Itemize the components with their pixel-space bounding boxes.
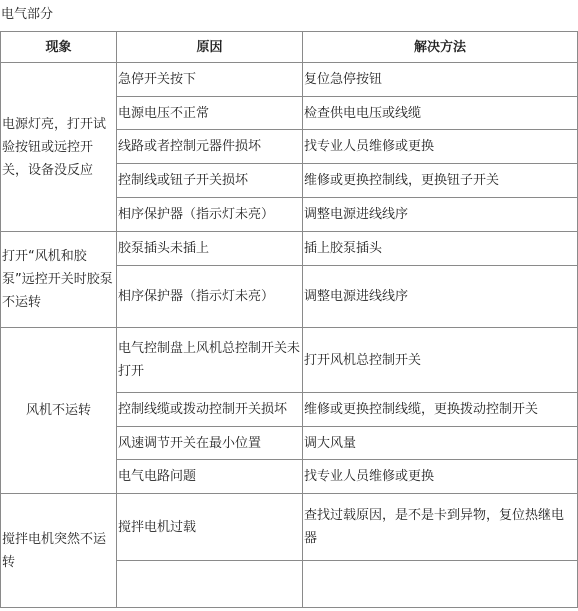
cause-cell: 急停开关按下: [117, 63, 303, 97]
solution-cell: 找专业人员维修或更换: [303, 130, 578, 164]
solution-cell: 找专业人员维修或更换: [303, 460, 578, 494]
solution-cell: 打开风机总控制开关: [303, 328, 578, 393]
table-row: [1, 328, 578, 393]
cause-cell: 电源电压不正常: [117, 97, 303, 130]
phenomenon-cell: 打开“风机和胶泵”远控开关时胶泵不运转: [1, 232, 117, 328]
table-row: [1, 494, 578, 561]
phenomenon-cell: 风机不运转: [1, 328, 117, 494]
phenomenon-cell: 搅拌电机突然不运转: [1, 494, 117, 608]
solution-cell: 调大风量: [303, 427, 578, 460]
solution-cell: 调整电源进线线序: [303, 266, 578, 328]
cause-cell: 电气控制盘上风机总控制开关未打开: [117, 328, 303, 393]
solution-cell: [303, 561, 578, 608]
cause-cell: 胶泵插头未插上: [117, 232, 303, 266]
phenomenon-cell: 电源灯亮，打开试验按钮或远控开关，设备没反应: [1, 63, 117, 232]
solution-cell: 检查供电电压或线缆: [303, 97, 578, 130]
solution-cell: 复位急停按钮: [303, 63, 578, 97]
cause-cell: [117, 561, 303, 608]
solution-cell: 维修或更换控制线，更换钮子开关: [303, 164, 578, 198]
header-row: [1, 32, 578, 63]
cause-cell: 控制线或钮子开关损坏: [117, 164, 303, 198]
solution-cell: 查找过载原因，是不是卡到异物，复位热继电器: [303, 494, 578, 561]
troubleshooting-table: [0, 31, 578, 608]
cause-cell: 相序保护器（指示灯未亮）: [117, 266, 303, 328]
solution-cell: 维修或更换控制线缆，更换拨动控制开关: [303, 393, 578, 427]
cause-cell: 搅拌电机过载: [117, 494, 303, 561]
cause-cell: 线路或者控制元器件损坏: [117, 130, 303, 164]
solution-cell: 调整电源进线线序: [303, 198, 578, 232]
cause-cell: 控制线缆或拨动控制开关损坏: [117, 393, 303, 427]
cause-cell: 风速调节开关在最小位置: [117, 427, 303, 460]
section-title: 电气部分: [1, 7, 54, 22]
header-solution: 解决方法: [303, 32, 578, 63]
header-phenomenon: 现象: [1, 32, 117, 63]
cause-cell: 电气电路问题: [117, 460, 303, 494]
solution-cell: 插上胶泵插头: [303, 232, 578, 266]
table-row: [1, 232, 578, 266]
cause-cell: 相序保护器（指示灯未亮）: [117, 198, 303, 232]
table-row: [1, 63, 578, 97]
header-cause: 原因: [117, 32, 303, 63]
